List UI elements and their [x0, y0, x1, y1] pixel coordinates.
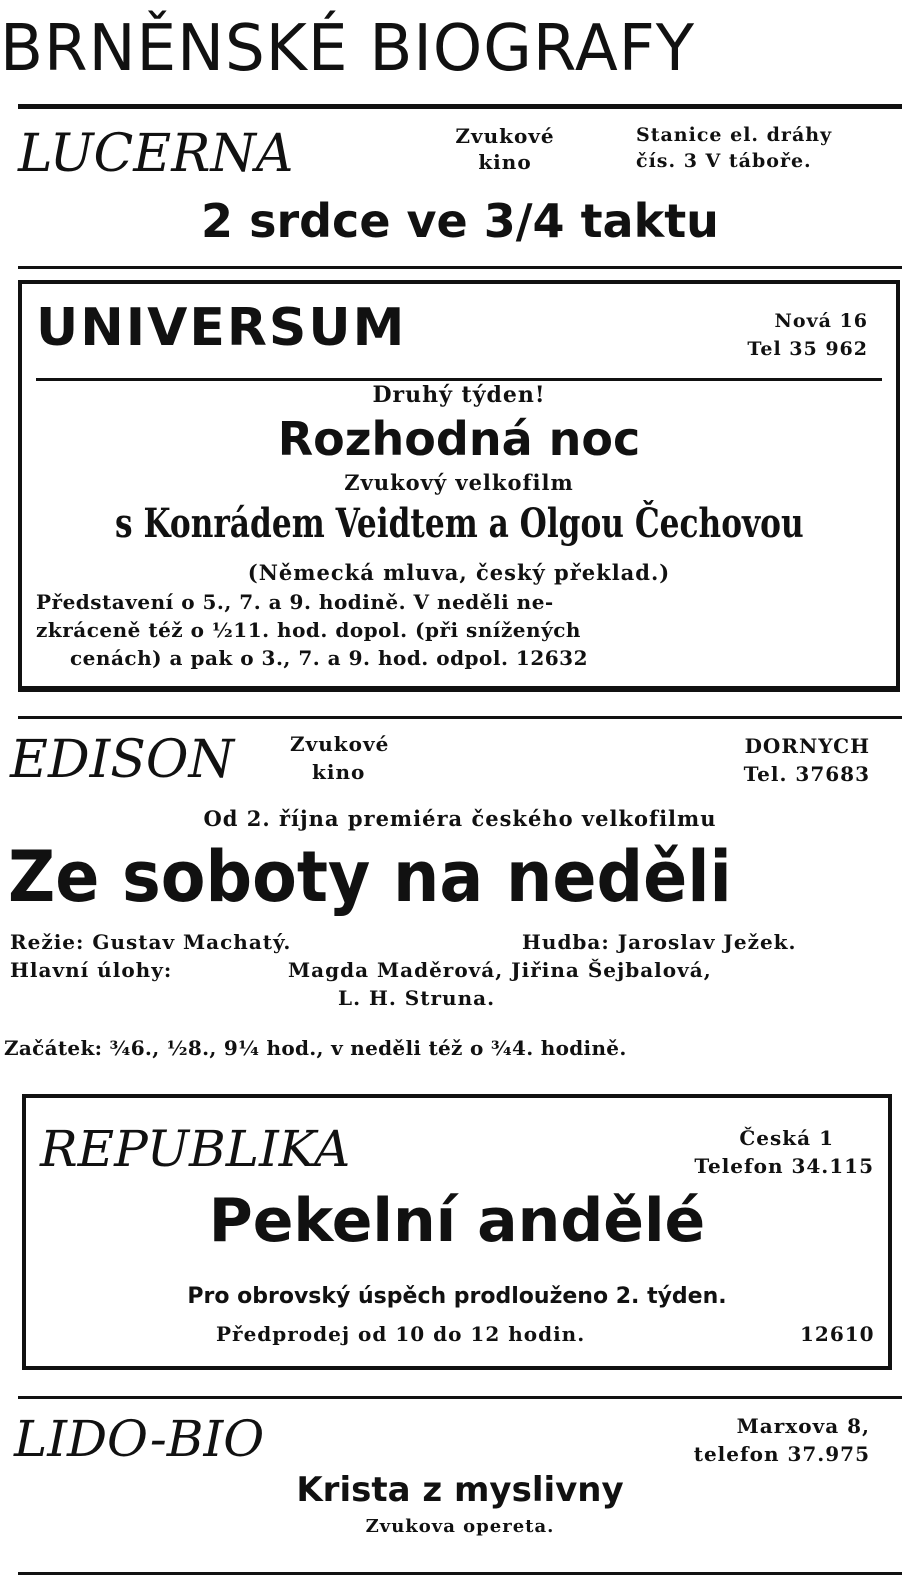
lido-address-2: telefon 37.975: [693, 1442, 870, 1466]
republika-code: 12610: [800, 1322, 875, 1346]
lido-address-1: Marxova 8,: [736, 1414, 870, 1438]
edison-director: Režie: Gustav Machatý.: [10, 930, 292, 954]
universum-subtitle: Zvukový velkofilm: [344, 470, 574, 495]
edison-name: EDISON: [10, 730, 234, 790]
universum-film-title: Rozhodná noc: [277, 412, 641, 466]
universum-language: (Německá mluva, český překlad.): [247, 560, 671, 585]
lucerna-type-1: Zvukové: [455, 124, 555, 148]
universum-times-2: zkráceně též o ½11. hod. dopol. (při snížených: [36, 618, 581, 642]
universum-cast: s Konrádem Veidtem a Olgou Čechovou: [115, 500, 804, 547]
edison-film-title: Ze soboty na neděli: [8, 836, 732, 918]
edison-premiere: Od 2. října premiéra českého velkofilmu: [203, 806, 717, 831]
universum-week: Druhý týden!: [372, 382, 546, 408]
edison-type-1: Zvukové: [290, 732, 390, 756]
lucerna-address-2: čís. 3 V táboře.: [636, 150, 812, 172]
edison-type-2: kino: [312, 760, 366, 784]
bottom-divider: [18, 1572, 902, 1575]
lucerna-divider: [18, 266, 902, 269]
universum-address-1: Nová 16: [774, 310, 868, 332]
lucerna-address-1: Stanice el. dráhy: [636, 124, 833, 146]
universum-header-divider: [36, 378, 882, 381]
universum-box-bottom: [18, 686, 900, 692]
edison-address-1: DORNYCH: [744, 734, 870, 758]
universum-name: UNIVERSUM: [36, 298, 407, 358]
header-divider: [18, 104, 902, 109]
republika-presale: Předprodej od 10 do 12 hodin.: [216, 1322, 586, 1346]
universum-times-3: cenách) a pak o 3., 7. a 9. hod. odpol. 12632: [70, 646, 588, 670]
lucerna-name: LUCERNA: [18, 124, 294, 184]
lido-film-title: Krista z myslivny: [296, 1470, 624, 1510]
edison-music: Hudba: Jaroslav Ježek.: [522, 930, 797, 954]
edison-roles-label: Hlavní úlohy:: [10, 958, 173, 982]
edison-start-times: Začátek: ¾6., ½8., 9¼ hod., v neděli též o ¾4. hodině.: [4, 1036, 627, 1060]
universum-divider: [18, 716, 902, 719]
republika-name: REPUBLIKA: [40, 1120, 351, 1178]
republika-extended: Pro obrovský úspěch prodlouženo 2. týden.: [187, 1284, 727, 1309]
republika-divider: [18, 1396, 902, 1399]
edison-roles-line2: L. H. Struna.: [338, 986, 496, 1010]
edison-address-2: Tel. 37683: [743, 762, 870, 786]
republika-film-title: Pekelní andělé: [208, 1186, 706, 1256]
page-title: BRNĚNSKÉ BIOGRAFY: [0, 12, 696, 86]
universum-times-1: Představení o 5., 7. a 9. hodině. V neděli ne-: [36, 590, 554, 614]
lucerna-type-2: kino: [478, 150, 532, 174]
republika-address-1: Česká 1: [739, 1126, 834, 1150]
universum-address-2: Tel 35 962: [747, 338, 868, 360]
republika-address-2: Telefon 34.115: [694, 1154, 874, 1178]
lucerna-film-title: 2 srdce ve 3/4 taktu: [201, 194, 719, 248]
lido-name: LIDO-BIO: [14, 1410, 265, 1468]
edison-roles-names: Magda Maděrová, Jiřina Šejbalová,: [288, 958, 712, 982]
lido-subtitle: Zvukova opereta.: [365, 1516, 555, 1537]
